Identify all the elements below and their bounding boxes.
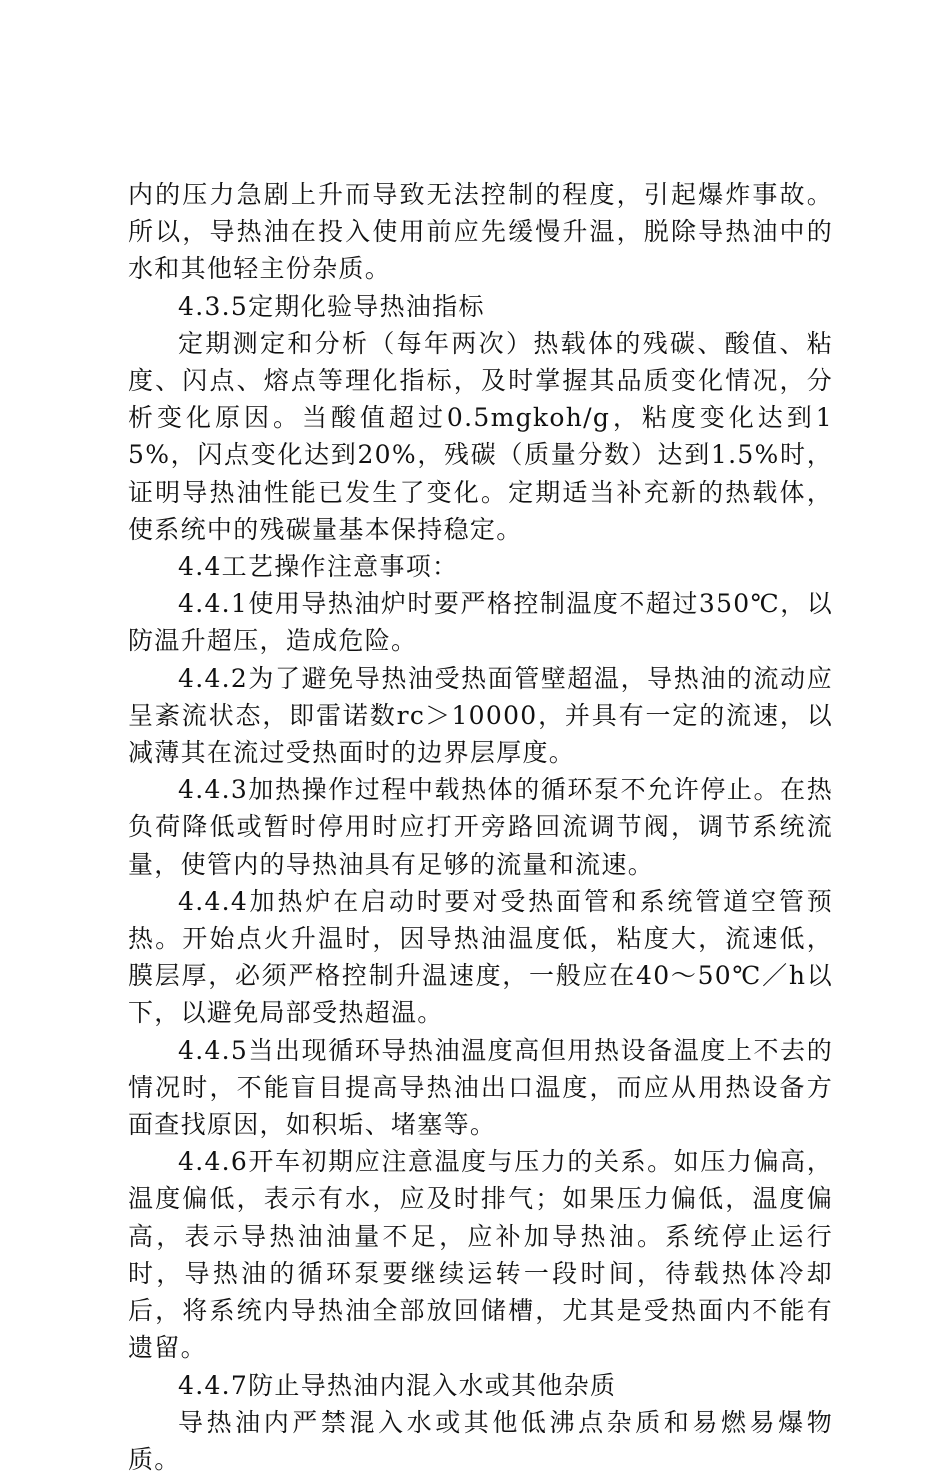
- section-heading-4-3-5: 4.3.5定期化验导热油指标: [178, 291, 485, 321]
- paragraph-continuation: 内的压力急剧上升而导致无法控制的程度，引起爆炸事故。所以，导热油在投入使用前应先缓慢升温，脱除导热油中的水和其他轻主份杂质。: [128, 180, 833, 284]
- section-heading-4-4: 4.4工艺操作注意事项：: [178, 552, 459, 582]
- paragraph-water-impurities: 导热油内严禁混入水或其他低沸点杂质和易燃易爆物质。: [128, 1407, 833, 1474]
- paragraph-4-4-5: 4.4.5当出现循环导热油温度高但用热设备温度上不去的情况时，不能盲目提高导热油出口温度，而应从用热设备方面查找原因，如积垢、堵塞等。: [128, 1035, 833, 1140]
- document-body: [128, 176, 833, 1478]
- paragraph-4-4-4: 4.4.4加热炉在启动时要对受热面管和系统管道空管预热。开始点火升温时，因导热油温度低，粘度大，流速低，膜层厚，必须严格控制升温速度，一般应在40～50℃／h以下，以避免局部受热超温。: [128, 886, 833, 1028]
- paragraph-4-4-6: 4.4.6开车初期应注意温度与压力的关系。如压力偏高，温度偏低，表示有水，应及时排气；如果压力偏低，温度偏高，表示导热油油量不足，应补加导热油。系统停止运行时，导热油的循环泵要继续运转一段时间，待载热体冷却后，将系统内导热油全部放回储槽，尤其是受热面内不能有遗留。: [128, 1147, 833, 1363]
- section-heading-4-4-7: 4.4.7防止导热油内混入水或其他杂质: [178, 1370, 617, 1400]
- paragraph-periodic-testing: 定期测定和分析（每年两次）热载体的残碳、酸值、粘度、闪点、熔点等理化指标，及时掌握其品质变化情况，分析变化原因。当酸值超过0.5mgkoh/g，粘度变化达到15%，闪点变化达到20%，残碳（质量分数）达到1.5%时，证明导热油性能已发生了变化。定期适当补充新的热载体，使系统中的残碳量基本保持稳定。: [128, 328, 833, 544]
- paragraph-4-4-1: 4.4.1使用导热油炉时要严格控制温度不超过350℃，以防温升超压，造成危险。: [128, 589, 833, 656]
- paragraph-4-4-3: 4.4.3加热操作过程中载热体的循环泵不允许停止。在热负荷降低或暂时停用时应打开旁路回流调节阀，调节系统流量，使管内的导热油具有足够的流量和流速。: [128, 775, 833, 879]
- paragraph-4-4-2: 4.4.2为了避免导热油受热面管壁超温，导热油的流动应呈紊流状态，即雷诺数rc＞10000，并具有一定的流速，以减薄其在流过受热面时的边界层厚度。: [128, 663, 833, 768]
